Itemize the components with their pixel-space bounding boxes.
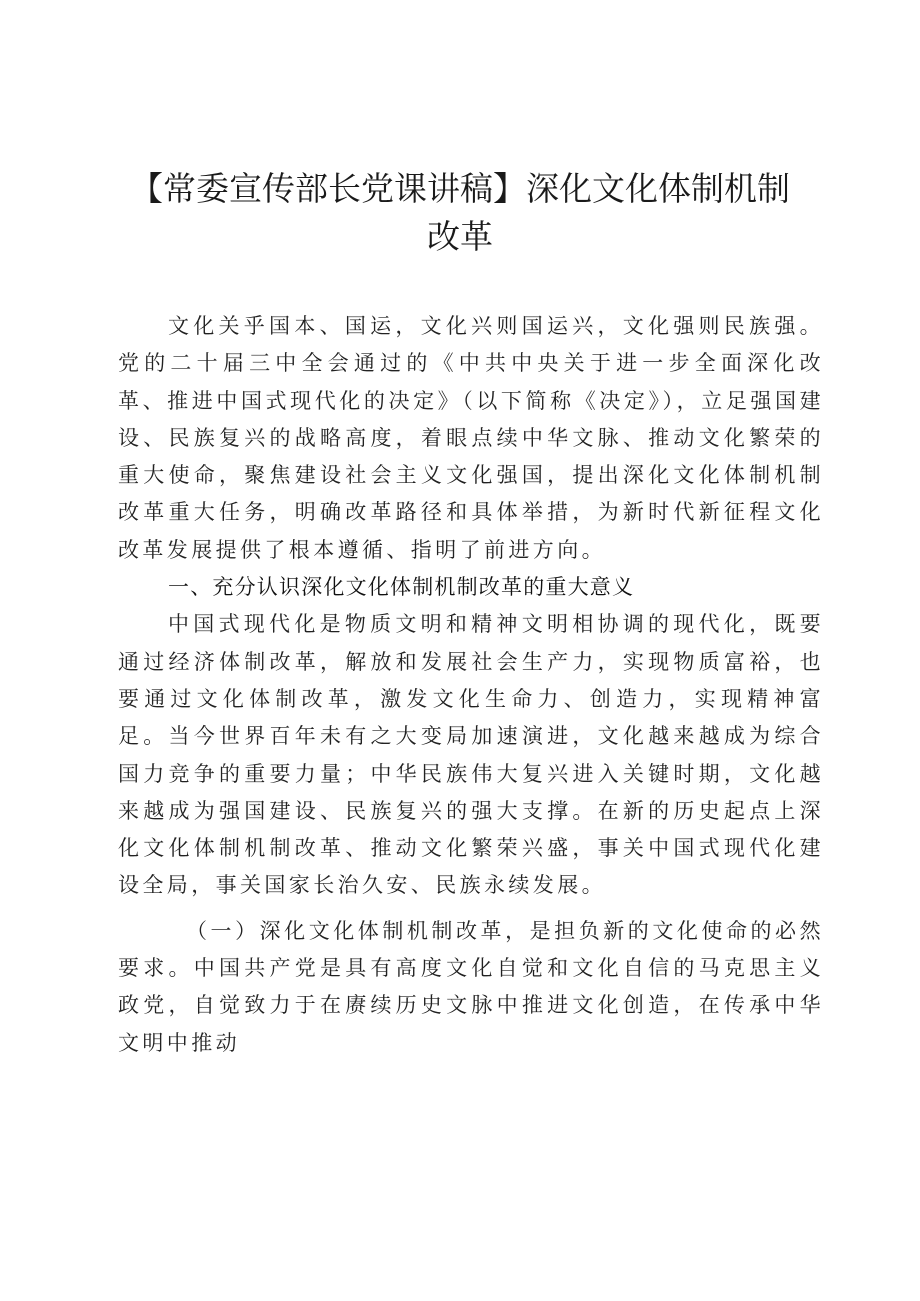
section-1-paragraph: 中国式现代化是物质文明和精神文明相协调的现代化，既要通过经济体制改革，解放和发展社会生产力，实现物质富裕，也要通过文化体制改革，激发文化生命力、创造力，实现精神富足。当今世界百年未有之大变局加速演进，文化越来越成为综合国力竞争的重要力量；中华民族伟大复兴进入关键时期，文化越来越成为强国建设、民族复兴的强大支撑。在新的历史起点上深化文化体制机制改革、推动文化繁荣兴盛，事关中国式现代化建设全局，事关国家长治久安、民族永续发展。 bbox=[118, 612, 824, 898]
section-heading-1: 一、充分认识深化文化体制机制改革的重大意义 bbox=[168, 575, 635, 600]
subsection-1-paragraph: （一）深化文化体制机制改革，是担负新的文化使命的必然要求。中国共产党是具有高度文化自觉和文化自信的马克思主义政党，自觉致力于在赓续历史文脉中推进文化创造，在传承中华文明中推动 bbox=[118, 918, 824, 1055]
document-body bbox=[118, 308, 824, 1062]
title-line-1: 【常委宣传部长党课讲稿】深化文化体制机制 bbox=[130, 169, 790, 208]
title-line-2: 改革 bbox=[427, 217, 493, 256]
intro-paragraph: 文化关乎国本、国运，文化兴则国运兴，文化强则民族强。党的二十届三中全会通过的《中共中央关于进一步全面深化改革、推进中国式现代化的决定》（以下简称《决定》），立足强国建设、民族复兴的战略高度，着眼点续中华文脉、推动文化繁荣的重大使命，聚焦建设社会主义文化强国，提出深化文化体制机制改革重大任务，明确改革路径和具体举措，为新时代新征程文化改革发展提供了根本遵循、指明了前进方向。 bbox=[118, 314, 824, 562]
document-title bbox=[100, 165, 820, 261]
